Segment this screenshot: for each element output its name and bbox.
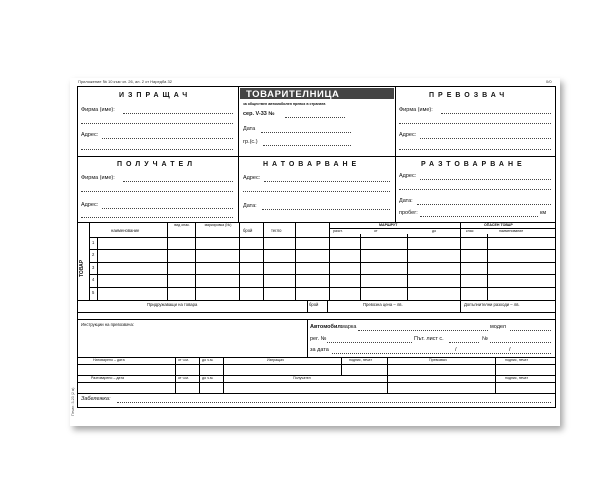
- doc-city-label: гр.(с.): [243, 139, 258, 145]
- regulation-note: Приложение № 10 към чл. 26, ал. 2 от Наредба 32: [78, 79, 172, 84]
- sender-address-field[interactable]: [102, 138, 233, 139]
- document-subtitle: за обществен автомобилен превоз в страната: [243, 102, 326, 106]
- loading-address-field[interactable]: [264, 181, 390, 182]
- sender-heading: ИЗПРАЩАЧ: [119, 92, 192, 99]
- route-from-header: от: [374, 229, 378, 233]
- carrier-sign-label: подпис, печат: [505, 358, 528, 362]
- col-name-header: наименование: [111, 228, 140, 233]
- loaded-date-label: Натоварено – дата: [93, 358, 125, 362]
- loading-date-field[interactable]: [262, 209, 390, 210]
- danger-header: ОПАСЕН ТОВАР: [484, 223, 513, 227]
- goods-row-3: 3: [92, 265, 95, 270]
- loading-date-label: Дата:: [243, 203, 257, 209]
- goods-row-1: 1: [92, 240, 95, 245]
- loaded-from-label: от ч.м.: [178, 358, 189, 362]
- col-pack-header: вид опак.: [174, 223, 190, 227]
- unloading-date-label: Дата:: [399, 198, 413, 204]
- document-title: ТОВАРИТЕЛНИЦА: [246, 89, 340, 100]
- route-to-header: до: [432, 229, 437, 233]
- vehicle-label: Автомобил:: [310, 324, 343, 330]
- unloading-address-field-2[interactable]: [399, 189, 551, 190]
- unloaded-from-label: от ч.м.: [178, 376, 189, 380]
- docs-label: Придружаващи на товара: [147, 302, 198, 307]
- doc-city-field[interactable]: [263, 145, 351, 146]
- carrier-company-field-2[interactable]: [399, 123, 551, 124]
- unloading-address-label: Адрес:: [399, 173, 417, 179]
- receiver-sign-label: подпис, печат: [505, 376, 528, 380]
- loading-address-label: Адрес:: [243, 175, 261, 181]
- sender-company-field-2[interactable]: [81, 123, 233, 124]
- per-date-label: за дата: [310, 347, 329, 353]
- col-weight-header: тегло: [271, 228, 282, 233]
- carrier-heading: ПРЕВОЗВАЧ: [429, 92, 509, 99]
- carrier-address-field[interactable]: [420, 138, 551, 139]
- unloading-heading: РАЗТОВАРВАНЕ: [421, 161, 526, 168]
- receiver-address-label: Адрес:: [81, 202, 99, 208]
- notes-field[interactable]: [117, 402, 551, 403]
- waybill-form: [71, 86, 556, 421]
- unloading-mileage-field[interactable]: [420, 216, 538, 217]
- goods-row-5: 5: [92, 290, 95, 295]
- series-number-field[interactable]: [285, 117, 345, 118]
- receiver-sign-header: Получател: [293, 376, 311, 380]
- vehicle-make-label: марка: [341, 324, 357, 330]
- instructions-label: Инструкции на превозвача:: [81, 322, 134, 327]
- price-label: Превозна цена – лв.: [363, 302, 403, 307]
- waybill-no-label: №: [482, 336, 488, 342]
- unloading-km-label: км: [540, 210, 547, 216]
- carrier-address-label: Адрес:: [399, 132, 417, 138]
- vehicle-model-field[interactable]: [510, 330, 551, 331]
- danger-name-header: наименование: [499, 229, 524, 233]
- route-header: МАРШРУТ: [379, 223, 398, 227]
- unloading-date-field[interactable]: [417, 204, 551, 205]
- waybill-label: Път. лист с.: [414, 336, 444, 342]
- page-number: 0/0: [546, 79, 552, 84]
- danger-class-header: клас: [466, 229, 474, 233]
- receiver-company-label: Фирма (име):: [81, 175, 115, 181]
- per-date-field[interactable]: [332, 353, 551, 354]
- vehicle-model-label: модел: [490, 324, 507, 330]
- receiver-heading: ПОЛУЧАТЕЛ: [117, 161, 197, 168]
- goods-row-4: 4: [92, 277, 95, 282]
- carrier-sign-header: Превозвач: [429, 358, 447, 362]
- col-mark-header: маркировка (№): [204, 223, 232, 227]
- shipper-sign-label: подпис, печат: [349, 358, 372, 362]
- vehicle-reg-field[interactable]: [327, 342, 412, 343]
- date-separator-2: /: [509, 347, 511, 353]
- carrier-address-field-2[interactable]: [399, 149, 551, 150]
- date-separator-1: /: [455, 347, 457, 353]
- title-box: [240, 88, 394, 99]
- series-label: сер. V-33 №: [243, 111, 275, 117]
- doc-date-label: Дата: [243, 126, 256, 132]
- loading-address-field-2[interactable]: [243, 191, 390, 192]
- loading-heading: НАТОВАРВАНЕ: [263, 161, 361, 168]
- loaded-to-label: до ч.м.: [202, 358, 214, 362]
- receiver-company-field-2[interactable]: [81, 191, 233, 192]
- receiver-address-field-2[interactable]: [81, 217, 233, 218]
- col-count-header: брой: [243, 228, 253, 233]
- receiver-address-field[interactable]: [102, 208, 233, 209]
- unloaded-date-label: Разтоварено – дата: [91, 376, 124, 380]
- sender-company-label: Фирма (име):: [81, 107, 115, 113]
- waybill-number-field[interactable]: [490, 342, 551, 343]
- side-print-code: Печат.: 3-23 (2 ж): [71, 387, 75, 416]
- receiver-company-field[interactable]: [123, 181, 233, 182]
- unloading-mileage-label: пробег:: [399, 210, 418, 216]
- sender-address-label: Адрес:: [81, 132, 99, 138]
- shipper-label: Изпращач: [267, 358, 284, 362]
- carrier-company-label: Фирма (име):: [399, 107, 433, 113]
- unloaded-to-label: до ч.м.: [202, 376, 214, 380]
- notes-label: Забележка:: [81, 396, 111, 402]
- route-distance-header: разст.: [333, 229, 343, 233]
- sender-company-field[interactable]: [123, 113, 233, 114]
- carrier-company-field[interactable]: [441, 113, 551, 114]
- docs-count-label: брой: [309, 302, 319, 307]
- goods-side-label: ТОВАР: [79, 259, 85, 277]
- waybill-series-field[interactable]: [449, 342, 479, 343]
- unloading-address-field[interactable]: [420, 179, 551, 180]
- extra-costs-label: Допълнителни разходи – лв.: [464, 302, 520, 307]
- vehicle-reg-label: рег. №: [310, 336, 327, 342]
- sender-address-field-2[interactable]: [81, 149, 233, 150]
- doc-date-field[interactable]: [261, 132, 351, 133]
- vehicle-make-field[interactable]: [358, 330, 488, 331]
- goods-row-2: 2: [92, 252, 95, 257]
